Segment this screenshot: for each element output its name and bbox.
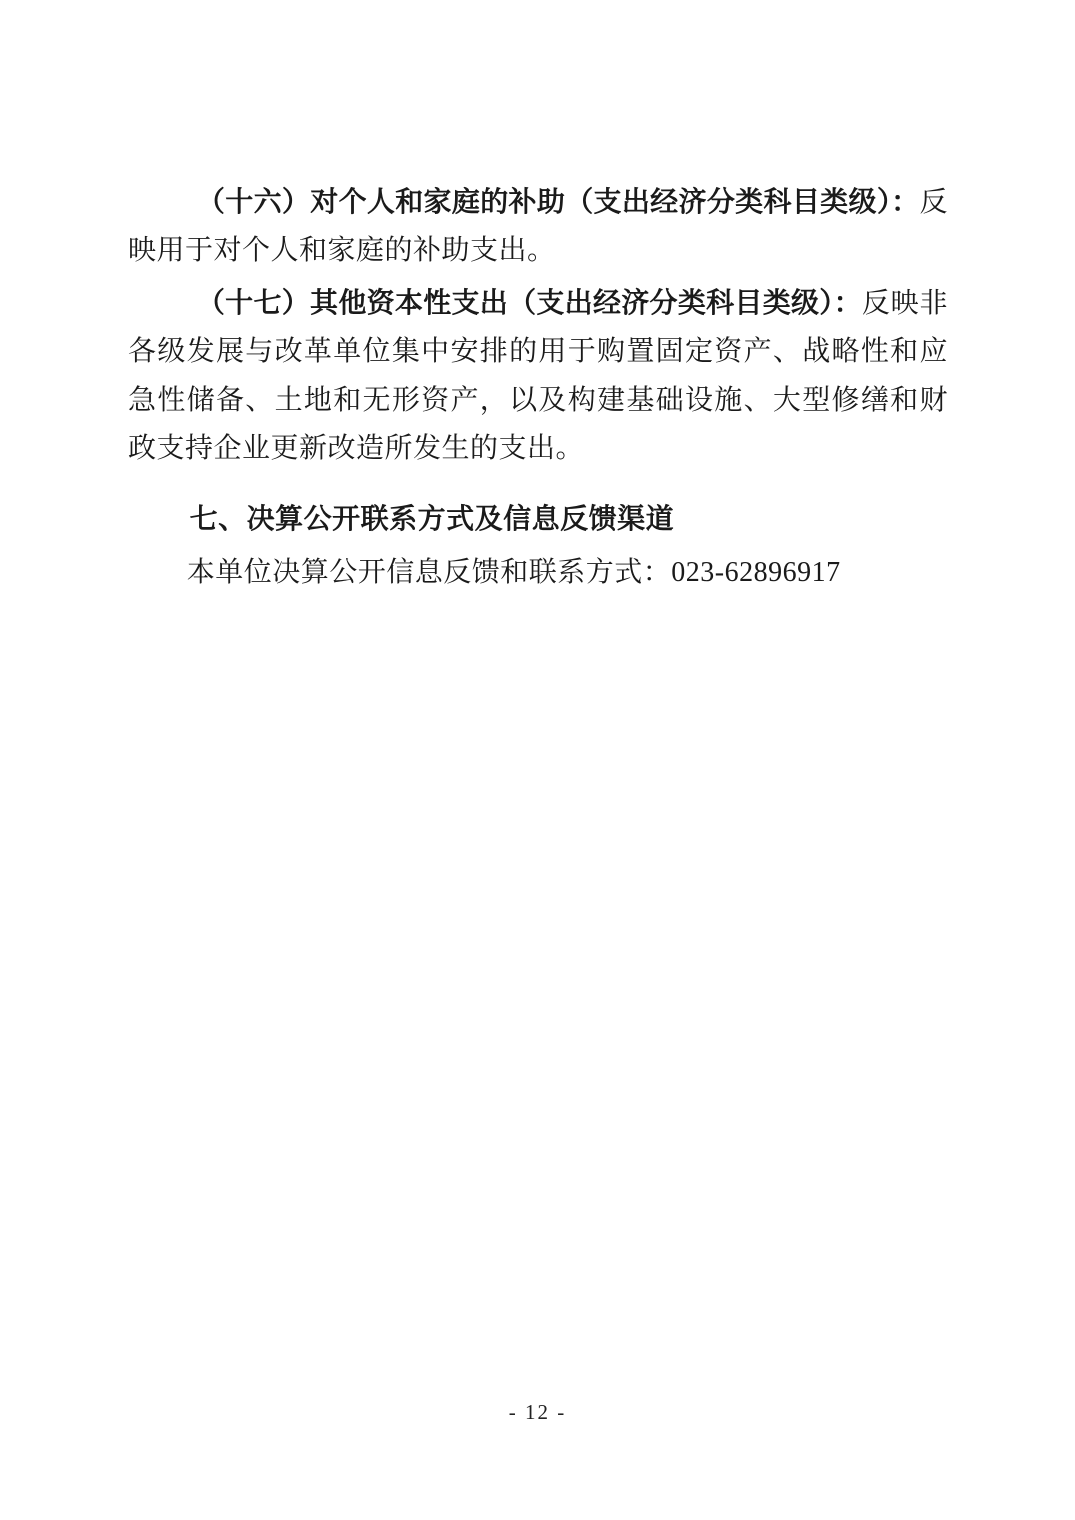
page-number-footer: - 12 - <box>508 1400 567 1424</box>
section-body-text: 本单位决算公开信息反馈和联系方式：023-62896917 <box>186 556 841 588</box>
paragraph-text-item-16: 反映用于对个人和家庭的补助支出。 <box>128 187 948 267</box>
paragraph-item-16 <box>128 178 948 275</box>
section-body-seven <box>128 549 948 597</box>
paragraph-text-item-17: 反映非各级发展与改革单位集中安排的用于购置固定资产、战略性和应急性储备、土地和无形资产，以及构建基础设施、大型修缮和财政支持企业更新改造所发生的支出。 <box>128 288 948 464</box>
paragraph-heading-item-17: （十七）其他资本性支出（支出经济分类科目类级）： <box>196 286 862 320</box>
section-heading-text: 七、决算公开联系方式及信息反馈渠道 <box>189 501 675 535</box>
paragraph-heading-item-16: （十六）对个人和家庭的补助（支出经济分类科目类级）： <box>196 185 920 218</box>
paragraph-item-17 <box>128 279 948 473</box>
document-body <box>128 178 948 597</box>
section-heading-seven <box>128 495 948 543</box>
